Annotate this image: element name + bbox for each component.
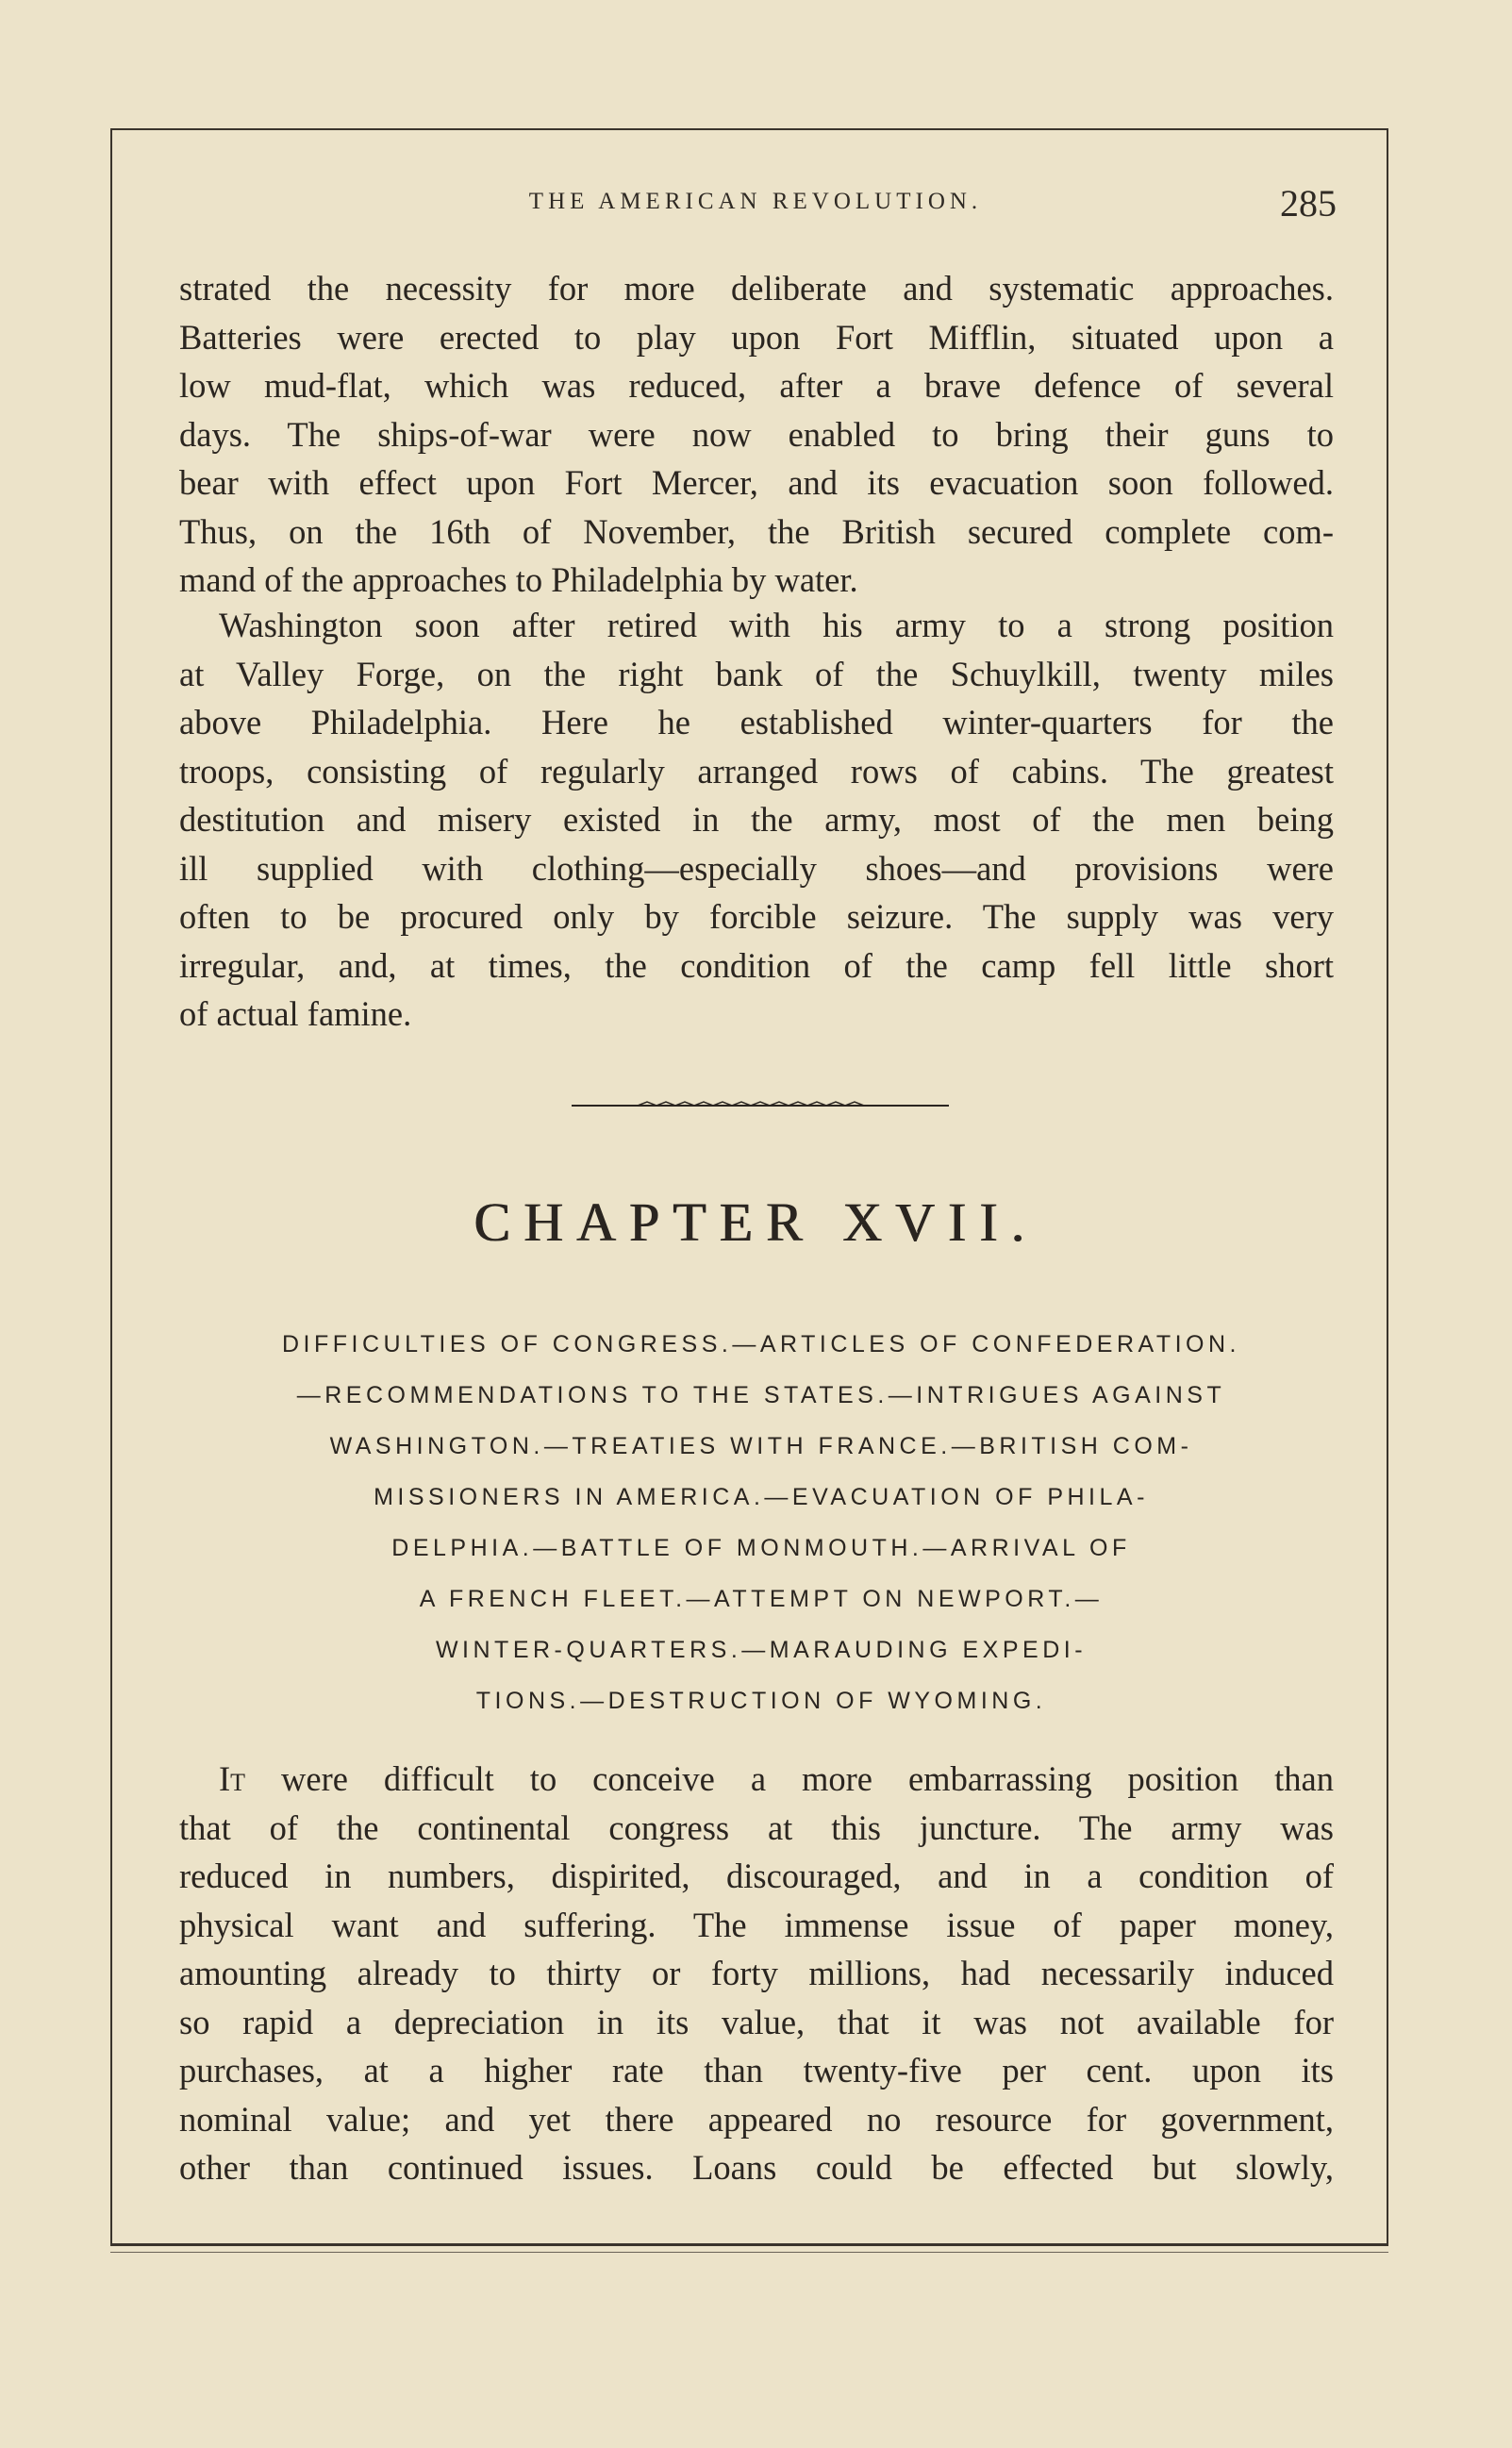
paragraph-2 [179, 601, 1334, 1039]
text-line: other than continued issues. Loans could be effected but slowly, [179, 2148, 1334, 2187]
text-line: Thus, on the 16th of November, the British secured complete com- [179, 511, 1334, 551]
chapter-summary [179, 1319, 1343, 1726]
text-line: mand of the approaches to Philadelphia by water. [179, 560, 858, 599]
paragraph-1 [179, 264, 1334, 605]
page-number: 285 [1280, 182, 1337, 225]
text-line-first [179, 1755, 1334, 1804]
text-line: amounting already to thirty or forty millions, had necessarily induced [179, 1954, 1334, 1992]
text-line: of actual famine. [179, 994, 412, 1033]
text-line: destitution and misery existed in the army, most of the men being [179, 800, 1334, 839]
text-line: above Philadelphia. Here he established winter-quarters for the [179, 703, 1334, 741]
summary-line: —RECOMMENDATIONS TO THE STATES.—INTRIGUES AGAINST [296, 1382, 1226, 1408]
text-line: often to be procured only by forcible seizure. The supply was very [179, 897, 1334, 936]
text-line: Batteries were erected to play upon Fort Mifflin, situated upon a [179, 317, 1334, 357]
first-line-rest: were difficult to conceive a more embarrassing position than [245, 1759, 1334, 1798]
section-divider-ornament [572, 1094, 949, 1113]
summary-line: TIONS.—DESTRUCTION OF WYOMING. [475, 1688, 1047, 1714]
summary-line: WASHINGTON.—TREATIES WITH FRANCE.—BRITISH COM- [329, 1433, 1193, 1459]
chapter-title: CHAPTER XVII. [474, 1191, 1038, 1253]
text-line: troops, consisting of regularly arranged rows of cabins. The greatest [179, 751, 1334, 791]
text-line: physical want and suffering. The immense issue of paper money, [179, 1905, 1334, 1944]
text-line: that of the continental congress at this juncture. The army was [179, 1807, 1334, 1847]
page-border-bottom-rule [110, 2252, 1388, 2253]
summary-line: DIFFICULTIES OF CONGRESS.—ARTICLES OF CONFEDERATION. [281, 1331, 1241, 1357]
summary-line: A FRENCH FLEET.—ATTEMPT ON NEWPORT.— [419, 1586, 1104, 1612]
text-line: Washington soon after retired with his army to a strong position [219, 606, 1334, 644]
running-title: THE AMERICAN REVOLUTION. [528, 189, 983, 214]
summary-line: DELPHIA.—BATTLE OF MONMOUTH.—ARRIVAL OF [391, 1535, 1131, 1561]
paragraph-3 [179, 1755, 1334, 2192]
summary-line: WINTER-QUARTERS.—MARAUDING EXPEDI- [435, 1637, 1088, 1663]
text-line: purchases, at a higher rate than twenty-five per cent. upon its [179, 2051, 1334, 2090]
text-line: reduced in numbers, dispirited, discouraged, and in a condition of [179, 1857, 1334, 1895]
text-line: bear with effect upon Fort Mercer, and its evacuation soon followed. [179, 463, 1334, 502]
opening-word: It [219, 1759, 246, 1798]
text-line: days. The ships-of-war were now enabled to bring their guns to [179, 414, 1334, 454]
text-line: ill supplied with clothing—especially shoes—and provisions were [179, 848, 1334, 888]
text-line: low mud-flat, which was reduced, after a brave defence of several [179, 366, 1334, 405]
text-line: irregular, and, at times, the condition of the camp fell little short [179, 945, 1334, 985]
summary-line: MISSIONERS IN AMERICA.—EVACUATION OF PHILA- [374, 1484, 1149, 1510]
text-line: so rapid a depreciation in its value, that it was not available for [179, 2002, 1334, 2041]
text-line: nominal value; and yet there appeared no resource for government, [179, 2099, 1334, 2139]
text-line: strated the necessity for more deliberate and systematic approaches. [179, 269, 1334, 308]
text-line: at Valley Forge, on the right bank of the Schuylkill, twenty miles [179, 654, 1334, 693]
running-head [174, 181, 1337, 238]
